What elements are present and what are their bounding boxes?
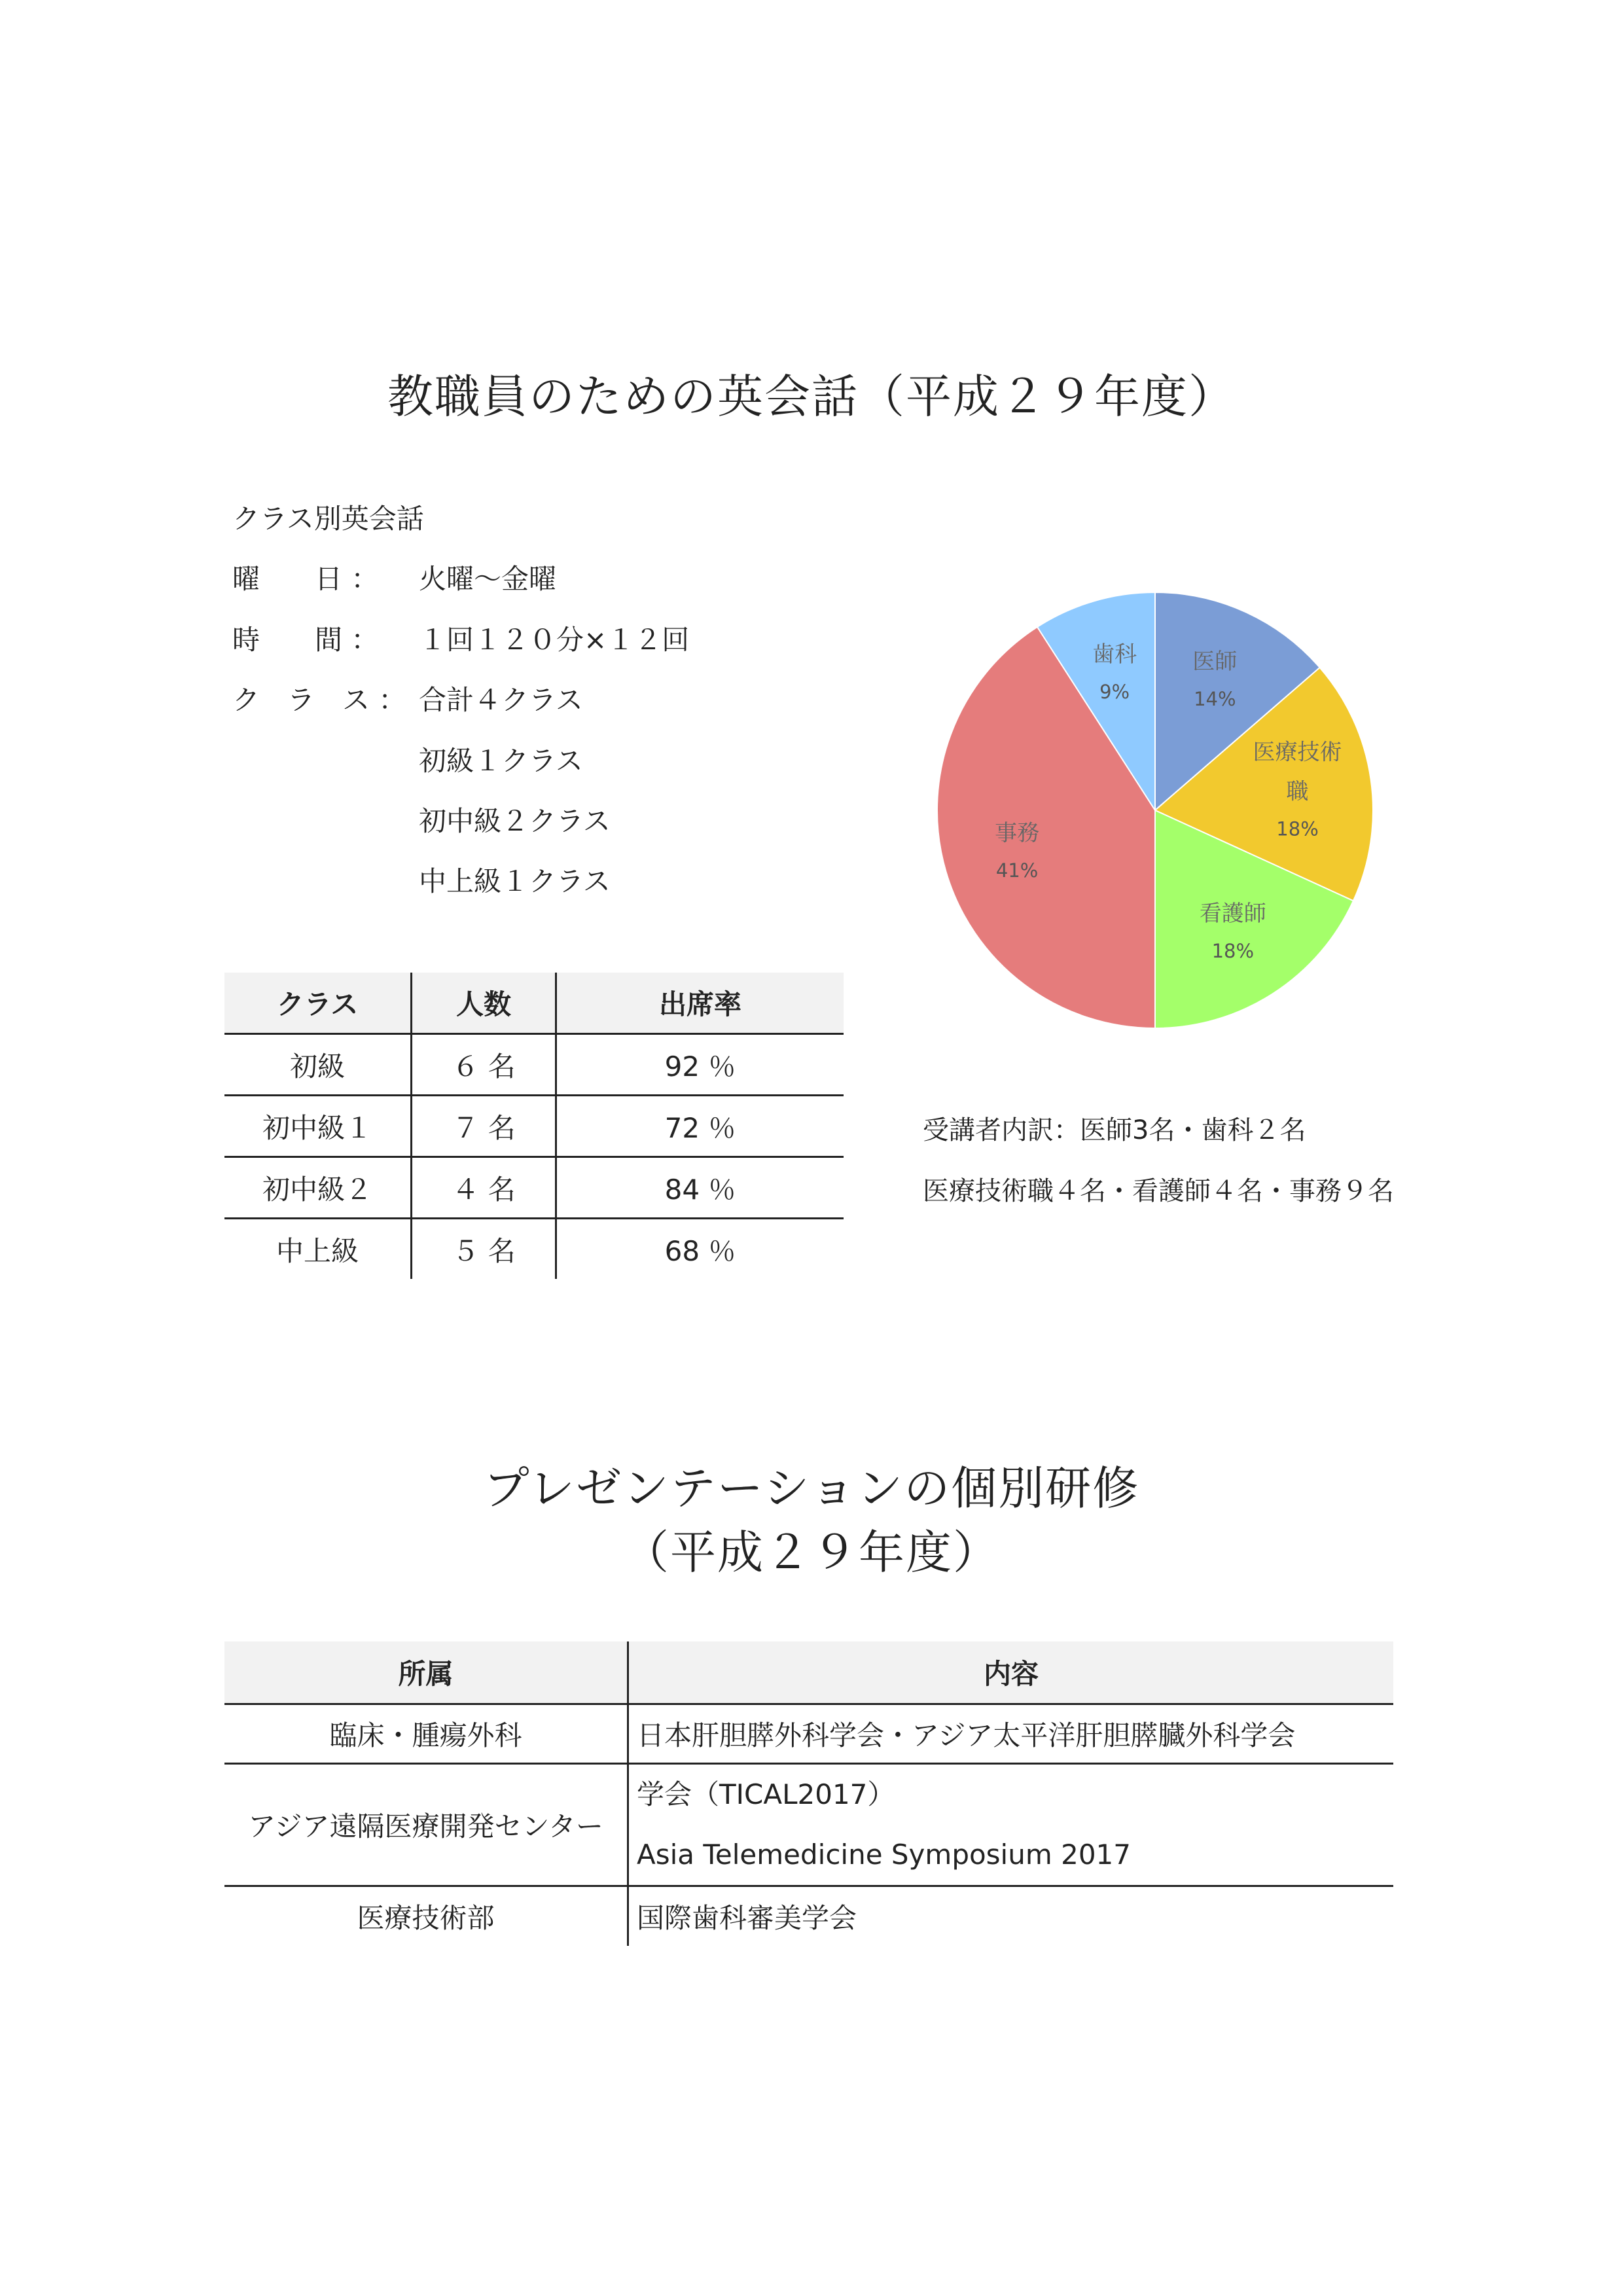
header-count: 人数 bbox=[412, 973, 556, 1034]
table-row bbox=[224, 1034, 844, 1096]
table-row bbox=[224, 1157, 844, 1219]
cell-class: 初級 bbox=[224, 1034, 412, 1096]
cell-attendance: 84 ％ bbox=[556, 1157, 844, 1219]
info-value-class: 合計４クラス bbox=[419, 684, 583, 716]
info-label-class: ク ラ ス ： bbox=[232, 684, 406, 716]
page-title: 教職員のための英会話（平成２９年度） bbox=[387, 370, 1236, 423]
header-class: クラス bbox=[224, 973, 412, 1034]
header-content: 内容 bbox=[628, 1641, 1394, 1704]
pie-slice-label: 事務 bbox=[995, 819, 1040, 846]
section2-title-line2: （平成２９年度） bbox=[623, 1526, 1000, 1579]
table-row bbox=[224, 1096, 844, 1157]
table-row bbox=[224, 1886, 1393, 1946]
breakdown-line: 受講者内訳：医師3名・歯科２名 bbox=[923, 1115, 1306, 1145]
cell-content: 日本肝胆膵外科学会・アジア太平洋肝胆膵臓外科学会 bbox=[628, 1704, 1394, 1764]
section2-title bbox=[0, 1456, 1623, 1585]
presentation-table bbox=[224, 1641, 1393, 1946]
pie-slice-percent: 18% bbox=[1211, 939, 1255, 962]
content-line: Asia Telemedicine Symposium 2017 bbox=[637, 1839, 1131, 1871]
pie-slice-label: 医療技術 bbox=[1253, 739, 1342, 766]
info-value-day: 火曜〜金曜 bbox=[419, 563, 557, 595]
pie-slice-label: 歯科 bbox=[1092, 641, 1137, 668]
cell-attendance: 68 ％ bbox=[664, 1234, 736, 1267]
table-header-row bbox=[224, 1641, 1393, 1704]
pie-slice-percent: 41% bbox=[995, 859, 1039, 882]
attendee-pie-chart bbox=[916, 576, 1427, 1047]
class-line: 初級１クラス bbox=[419, 745, 583, 777]
info-value-time: １回１２０分×１２回 bbox=[419, 624, 690, 656]
cell-class: 初中級１ bbox=[224, 1096, 412, 1157]
cell-class: 初中級２ bbox=[224, 1157, 412, 1219]
cell-count: ４ 名 bbox=[412, 1157, 556, 1219]
cell-count: ７ 名 bbox=[412, 1096, 556, 1157]
pie-slice-percent: 9% bbox=[1099, 681, 1130, 704]
table-row bbox=[224, 1704, 1393, 1764]
pie-slice-percent: 14% bbox=[1194, 688, 1236, 711]
class-line: 初中級２クラス bbox=[419, 805, 611, 837]
subtitle: クラス別英会話 bbox=[232, 503, 424, 535]
cell-attendance: 92 ％ bbox=[556, 1034, 844, 1096]
breakdown-line: 医療技術職４名・看護師４名・事務９名 bbox=[923, 1176, 1394, 1206]
table-header-row bbox=[224, 973, 844, 1034]
pie-slice-label: 職 bbox=[1286, 778, 1309, 805]
pie-slice-percent: 18% bbox=[1276, 817, 1319, 840]
cell-count: ６ 名 bbox=[412, 1034, 556, 1096]
section2-title-line1: プレゼンテーションの個別研修 bbox=[483, 1462, 1140, 1515]
cell-content: 国際歯科審美学会 bbox=[637, 1902, 857, 1934]
cell-class: 中上級 bbox=[224, 1219, 412, 1280]
table-row bbox=[224, 1219, 844, 1280]
pie-slice-label: 医師 bbox=[1192, 649, 1238, 675]
content-line: 学会（TICAL2017） bbox=[637, 1778, 895, 1810]
cell-count: ５ 名 bbox=[412, 1219, 556, 1280]
cell-dept: 医療技術部 bbox=[224, 1886, 628, 1946]
pie-slice-label: 看護師 bbox=[1199, 900, 1266, 927]
header-attendance: 出席率 bbox=[556, 973, 844, 1034]
table-row bbox=[224, 1764, 1393, 1886]
class-table bbox=[224, 973, 844, 1279]
cell-attendance: 72 ％ bbox=[556, 1096, 844, 1157]
cell-dept: 臨床・腫瘍外科 bbox=[224, 1704, 628, 1764]
class-line: 中上級１クラス bbox=[419, 865, 611, 897]
cell-dept: アジア遠隔医療開発センター bbox=[224, 1764, 628, 1886]
cell-content bbox=[628, 1764, 1394, 1886]
info-label-time: 時 間 ： bbox=[232, 624, 379, 656]
header-dept: 所属 bbox=[224, 1641, 628, 1704]
info-label-day: 曜 日 ： bbox=[232, 563, 379, 595]
